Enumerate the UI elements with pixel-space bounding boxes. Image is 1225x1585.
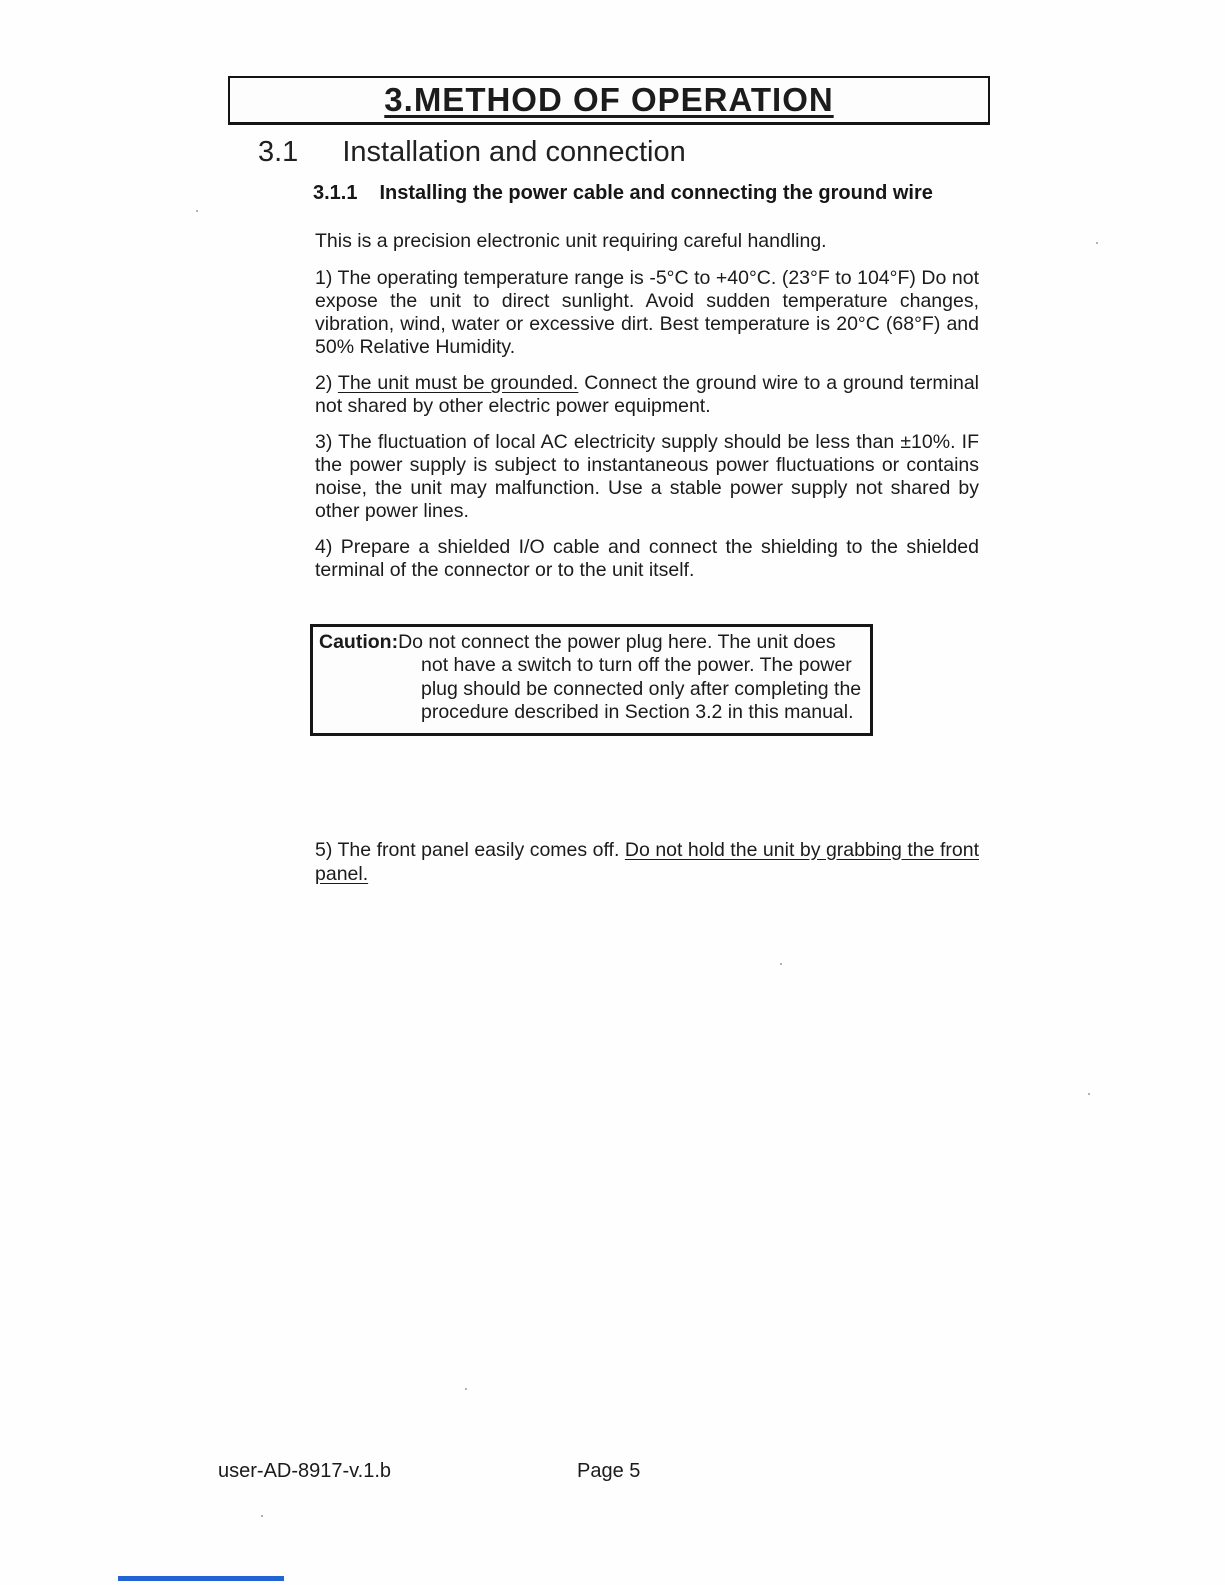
caution-text: Do not connect the power plug here. The unit does not have a switch to turn off the power. The power plug should be connected only after completing the procedure described in Section 3.2 in this manual. (398, 631, 862, 724)
body-text-column (315, 230, 979, 595)
item5-underlined-text: Do not hold the unit by grabbing the front panel. (315, 838, 979, 885)
list-item-3: 3) The fluctuation of local AC electricity supply should be less than ±10%. IF the power supply is subject to instantaneous power fluctuations or contains noise, the unit may malfunction. Use a stable power supply not shared by other power lines. (315, 431, 979, 522)
section-number: 3.1 (258, 136, 299, 168)
section-heading (258, 136, 686, 169)
list-item-4: 4) Prepare a shielded I/O cable and connect the shielding to the shielded terminal of the connector or to the unit itself. (315, 536, 979, 581)
scan-speckle (1088, 1093, 1090, 1095)
footer-document-id: user-AD-8917-v.1.b (218, 1460, 392, 1482)
subsection-title: Installing the power cable and connecting the ground wire (379, 182, 933, 204)
scan-speckle (261, 1515, 263, 1517)
item2-underlined-text: The unit must be grounded. (337, 372, 579, 394)
intro-paragraph: This is a precision electronic unit requiring careful handling. (315, 230, 827, 252)
subsection-heading (313, 182, 967, 205)
scan-speckle (1096, 242, 1098, 244)
caution-label: Caution: (319, 631, 399, 653)
item5-prefix: 5) The front panel easily comes off. (315, 838, 625, 861)
scan-speckle (465, 1388, 467, 1390)
section-title: Installation and connection (342, 136, 686, 168)
section-header-box (228, 76, 990, 125)
scan-speckle (780, 963, 782, 965)
scan-artifact-blue-line (118, 1576, 284, 1581)
subsection-number: 3.1.1 (313, 182, 358, 204)
caution-paragraph (319, 631, 862, 725)
caution-box (310, 624, 873, 736)
page-title: 3.METHOD OF OPERATION (384, 81, 834, 118)
scan-speckle (196, 210, 198, 212)
list-item-1: 1) The operating temperature range is -5°C to +40°C. (23°F to 104°F) Do not expose the unit to direct sunlight. Avoid sudden temperature changes, vibration, wind, water or excessive dirt. Best temperature is 20°C (68°F) and 50% Relative Humidity. (315, 267, 979, 358)
footer-page-number: Page 5 (577, 1460, 641, 1482)
item2-prefix: 2) (315, 372, 338, 394)
list-item-2 (315, 372, 979, 418)
list-item-5 (315, 838, 979, 887)
item2-rest: Connect the ground wire to a ground terminal not shared by other electric power equipment. (315, 372, 980, 417)
